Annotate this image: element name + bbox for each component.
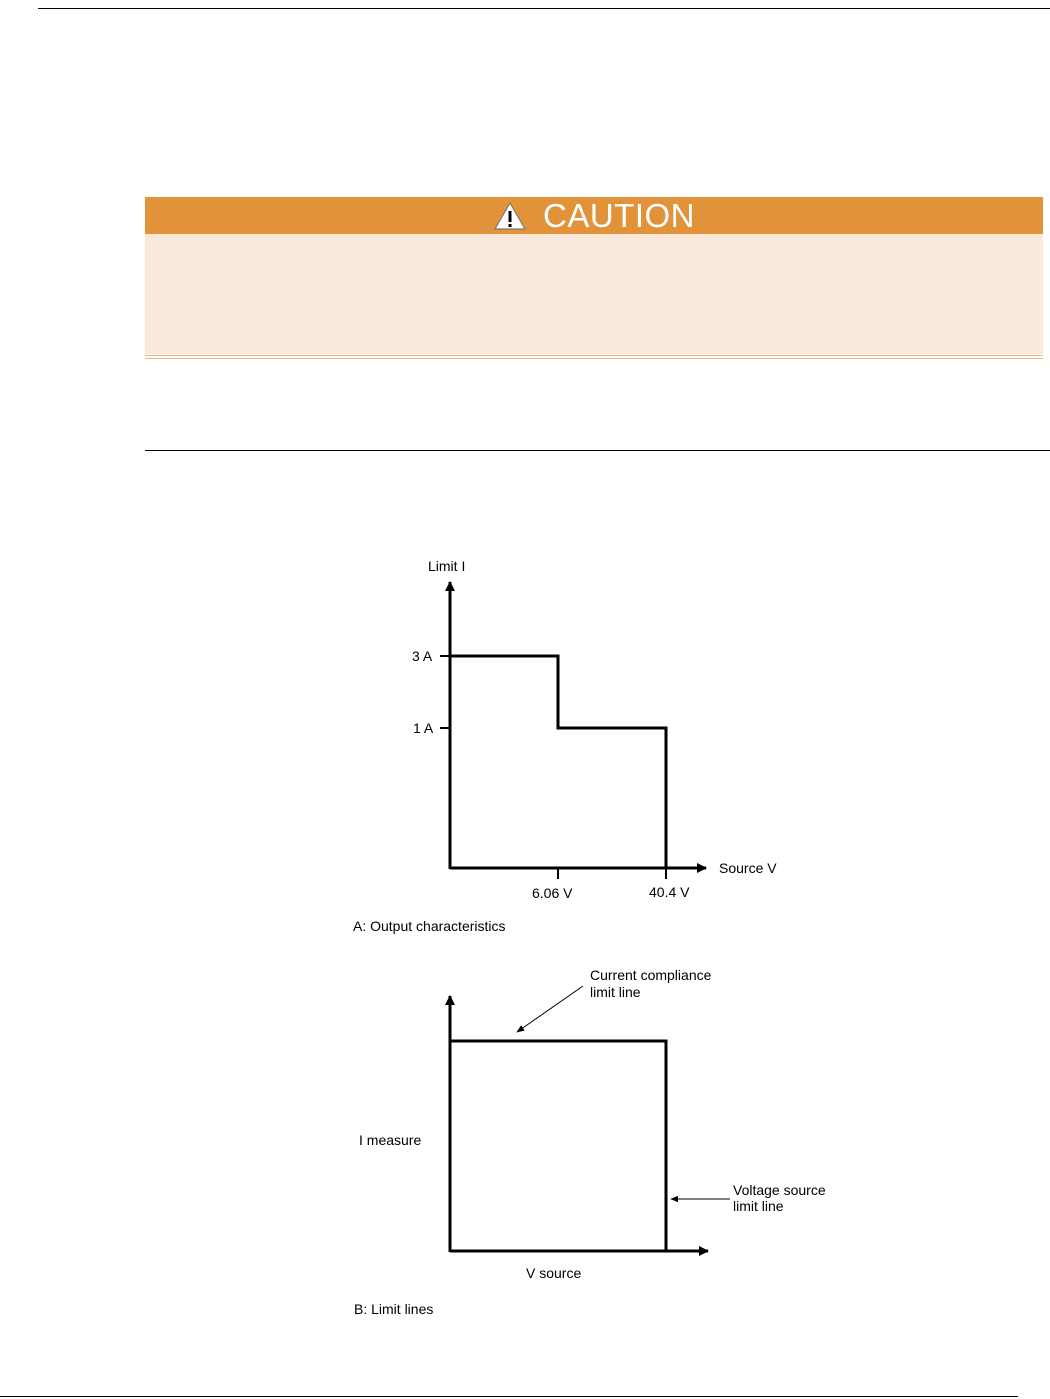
fig-b-voltage-annotation-line2: limit line (733, 1198, 784, 1214)
fig-b-limit-box (450, 1041, 666, 1251)
fig-b-caption: B: Limit lines (354, 1301, 434, 1317)
page-footer-rule (0, 1396, 1018, 1397)
fig-a-y-axis-label: Limit I (428, 558, 466, 574)
fig-a-y-tick-label-1a: 1 A (413, 720, 434, 736)
fig-a-caption: A: Output characteristics (353, 918, 506, 934)
fig-a-y-tick-label-3a: 3 A (412, 648, 433, 664)
figure-a (353, 558, 777, 934)
fig-b-current-annotation-line2: limit line (590, 984, 641, 1000)
caution-title: CAUTION (543, 196, 695, 234)
fig-a-x-axis-label: Source V (719, 860, 777, 876)
fig-b-current-annotation-line1: Current compliance (590, 967, 712, 983)
fig-a-x-tick-label-404: 40.4 V (649, 884, 690, 900)
fig-a-x-tick-label-606: 6.06 V (532, 885, 573, 901)
figure-b (354, 967, 826, 1317)
fig-a-output-envelope (450, 656, 666, 868)
fig-b-x-axis-label: V source (526, 1265, 582, 1281)
fig-b-current-annotation-arrow (517, 986, 583, 1032)
fig-b-y-axis-label: I measure (359, 1132, 422, 1148)
fig-b-voltage-annotation-line1: Voltage source (733, 1182, 826, 1198)
